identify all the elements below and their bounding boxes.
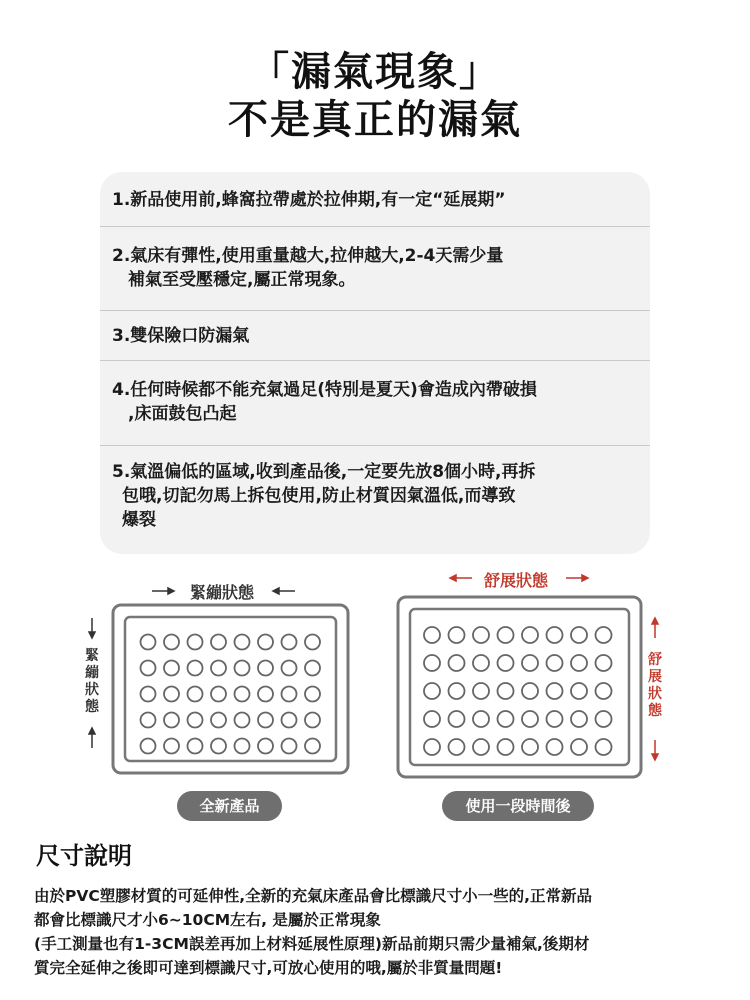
right-mattress-cell (547, 627, 563, 643)
note-4-line-2: ,床面鼓包凸起 (128, 404, 237, 424)
left-mattress-cell (258, 687, 273, 702)
right-mattress-cell (473, 711, 489, 727)
left-mattress-outer (113, 605, 348, 773)
left-mattress-cell (282, 713, 297, 728)
left-top-label: 緊繃狀態 (190, 583, 255, 602)
right-mattress-cell (449, 739, 465, 755)
left-mattress-cell (258, 739, 273, 754)
right-mattress-cell (571, 711, 587, 727)
right-mattress-cell (424, 655, 440, 671)
left-mattress-cell (188, 713, 203, 728)
right-mattress-cells (424, 627, 612, 755)
left-mattress-cell (282, 739, 297, 754)
right-mattress-cell (571, 655, 587, 671)
left-mattress-cell (235, 661, 250, 676)
right-mattress-cell (498, 683, 514, 699)
left-mattress-cell (305, 661, 320, 676)
right-mattress-cell (449, 683, 465, 699)
right-mattress-cell (571, 739, 587, 755)
right-mattress-cell (571, 627, 587, 643)
right-mattress-cell (498, 739, 514, 755)
note-5-line-1: 5.氣溫偏低的區域,收到產品後,一定要先放8個小時,再拆 (112, 462, 536, 482)
note-2 (100, 227, 650, 311)
right-mattress-cell (473, 655, 489, 671)
right-mattress-cell (473, 739, 489, 755)
right-mattress-cell (547, 655, 563, 671)
left-mattress-cell (305, 739, 320, 754)
right-mattress-cell (547, 683, 563, 699)
right-mattress-cell (522, 627, 538, 643)
left-mattress-cell (258, 713, 273, 728)
right-mattress-cell (424, 711, 440, 727)
left-mattress-cell (235, 687, 250, 702)
page-title-line-2: 不是真正的漏氣 (228, 97, 522, 143)
size-description-line-4: 質完全延伸之後即可達到標識尺寸,可放心使用的哦,屬於非質量問題! (34, 959, 503, 977)
left-mattress-cell (211, 713, 226, 728)
left-mattress-cell (282, 687, 297, 702)
right-mattress-cell (424, 739, 440, 755)
left-mattress-inner (125, 617, 336, 761)
note-2-line-1: 2.氣床有彈性,使用重量越大,拉伸越大,2-4天需少量 (112, 246, 504, 266)
left-mattress-cell (211, 635, 226, 650)
right-mattress-cell (596, 627, 612, 643)
left-mattress-cell (141, 687, 156, 702)
note-1 (100, 172, 650, 227)
left-mattress-cell (164, 713, 179, 728)
right-mattress-cell (498, 627, 514, 643)
right-mattress-cell (547, 739, 563, 755)
left-mattress-cell (211, 661, 226, 676)
left-mattress-cell (211, 687, 226, 702)
left-mattress-cell (188, 661, 203, 676)
right-mattress-cell (498, 655, 514, 671)
size-description-line-1: 由於PVC塑膠材質的可延伸性,全新的充氣床產品會比標識尺寸小一些的,正常新品 (34, 887, 593, 905)
left-mattress-cell (258, 661, 273, 676)
mattress-diagram (0, 560, 750, 830)
right-mattress-outer (398, 597, 641, 777)
right-side-label: 舒 展 狀 態 (648, 652, 662, 719)
left-mattress-cell (305, 635, 320, 650)
note-3-line-1: 3.雙保險口防漏氣 (112, 326, 250, 346)
left-mattress-cell (141, 661, 156, 676)
right-mattress-cell (424, 627, 440, 643)
note-2-line-2: 補氣至受壓穩定,屬正常現象。 (128, 270, 356, 290)
right-mattress-cell (596, 739, 612, 755)
right-mattress-cell (498, 711, 514, 727)
note-4 (100, 361, 650, 446)
left-mattress-cell (164, 739, 179, 754)
left-mattress-cell (141, 635, 156, 650)
right-mattress-cell (596, 711, 612, 727)
size-description (34, 884, 734, 980)
left-mattress-cell (211, 739, 226, 754)
left-mattress-cell (235, 739, 250, 754)
note-5-line-3: 爆裂 (122, 510, 156, 530)
page-title-line-1: 「漏氣現象」 (249, 49, 501, 95)
left-mattress-cell (188, 635, 203, 650)
right-mattress-cell (522, 711, 538, 727)
right-mattress-cell (449, 655, 465, 671)
left-mattress-cell (164, 687, 179, 702)
right-mattress-cell (522, 683, 538, 699)
left-mattress-cell (235, 635, 250, 650)
left-mattress-cell (141, 739, 156, 754)
after-use-badge: 使用一段時間後 (442, 791, 594, 821)
size-description-line-2: 都會比標識尺才小6~10CM左右, 是屬於正常現象 (34, 911, 381, 929)
right-mattress-cell (596, 655, 612, 671)
left-side-label: 緊 繃 狀 態 (85, 648, 99, 715)
note-1-line-1: 1.新品使用前,蜂窩拉帶處於拉伸期,有一定“延展期” (112, 190, 506, 210)
left-mattress-cell (258, 635, 273, 650)
note-3 (100, 311, 650, 361)
left-mattress-cell (282, 635, 297, 650)
note-4-line-1: 4.任何時候都不能充氣過足(特別是夏天)會造成內帶破損 (112, 380, 537, 400)
left-mattress-cell (141, 713, 156, 728)
left-mattress-cell (188, 739, 203, 754)
left-mattress-cell (305, 687, 320, 702)
mattress-diagram-art (0, 560, 750, 830)
right-mattress-cell (449, 627, 465, 643)
right-mattress-cell (522, 655, 538, 671)
note-5 (100, 446, 650, 554)
right-mattress-cell (547, 711, 563, 727)
left-mattress-cell (235, 713, 250, 728)
left-mattress-cell (164, 661, 179, 676)
right-mattress-cell (473, 683, 489, 699)
right-mattress-cell (473, 627, 489, 643)
right-mattress-cell (424, 683, 440, 699)
notes-panel (100, 172, 650, 554)
size-section-title: 尺寸說明 (36, 842, 132, 870)
right-mattress-cell (449, 711, 465, 727)
left-mattress-cell (305, 713, 320, 728)
left-mattress-cell (282, 661, 297, 676)
left-mattress-cell (164, 635, 179, 650)
size-description-line-3: (手工測量也有1-3CM誤差再加上材料延展性原理)新品前期只需少量補氣,後期材 (34, 935, 590, 953)
right-top-label: 舒展狀態 (484, 571, 549, 590)
right-mattress-cell (571, 683, 587, 699)
left-mattress-cell (188, 687, 203, 702)
right-mattress-cell (522, 739, 538, 755)
note-5-line-2: 包哦,切記勿馬上拆包使用,防止材質因氣溫低,而導致 (122, 486, 516, 506)
new-product-badge: 全新產品 (177, 791, 282, 821)
left-mattress-cells (141, 635, 321, 754)
right-mattress-cell (596, 683, 612, 699)
